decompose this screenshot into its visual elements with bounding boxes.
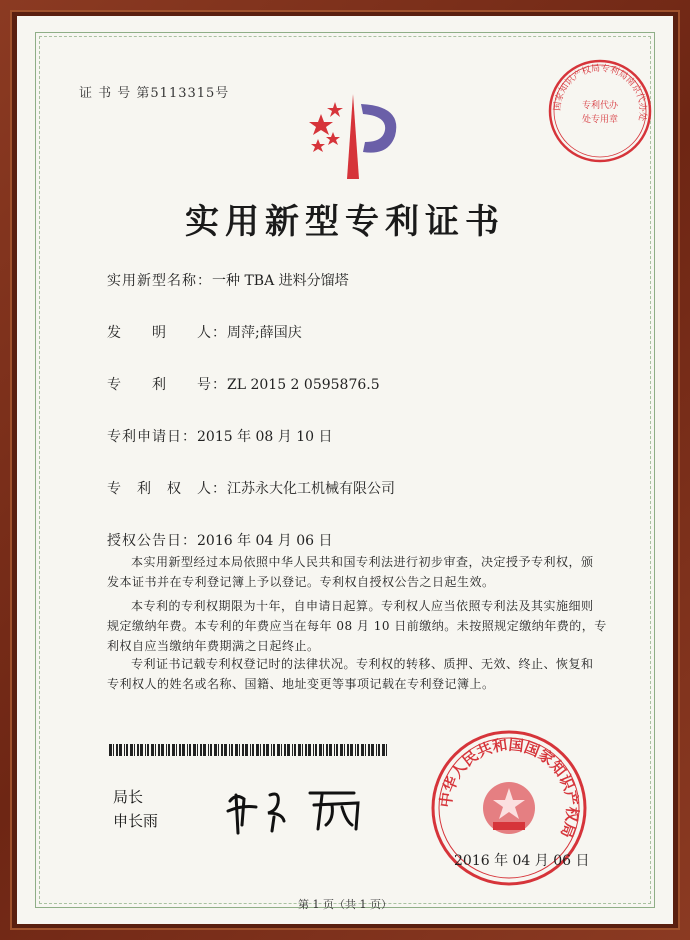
field-label: 发 明 人： xyxy=(107,325,227,341)
field-value: 2016 年 04 月 06 日 xyxy=(197,533,333,549)
paragraph-legal-status xyxy=(107,654,619,694)
barcode-bar xyxy=(277,744,280,756)
barcode-bar xyxy=(109,744,112,756)
paragraph-line: 本实用新型经过本局依照中华人民共和国专利法进行初步审查，决定授予专利权，颁 xyxy=(131,555,594,569)
field-value: 周萍;薛国庆 xyxy=(227,325,302,341)
barcode-bar xyxy=(182,744,185,756)
barcode-bar xyxy=(305,744,307,756)
paragraph-line: 专利权人的姓名或名称、国籍、地址变更等事项记载在专利登记簿上。 xyxy=(107,677,495,691)
barcode-bar xyxy=(166,744,167,756)
barcode-bar xyxy=(355,744,356,756)
barcode-bar xyxy=(315,744,317,756)
field-label: 授权公告日： xyxy=(107,533,197,549)
barcode-bar xyxy=(242,744,244,756)
barcode-bar xyxy=(368,744,370,756)
barcode-bar xyxy=(158,744,160,756)
barcode-bar xyxy=(151,744,154,756)
barcode-bar xyxy=(140,744,143,756)
barcode-bar xyxy=(245,744,248,756)
barcode-bar xyxy=(176,744,177,756)
certificate-paper xyxy=(17,16,673,924)
director-signature xyxy=(222,781,372,836)
barcode-bar xyxy=(347,744,349,756)
barcode-bar xyxy=(350,744,353,756)
barcode-bar xyxy=(187,744,188,756)
barcode-bar xyxy=(256,744,259,756)
field-label: 实用新型名称： xyxy=(107,273,212,289)
page-number: 第 1 页（共 1 页） xyxy=(298,898,392,911)
barcode-bar xyxy=(340,744,343,756)
barcode-bar xyxy=(155,744,156,756)
field-utility-model-name xyxy=(107,270,349,290)
barcode-bar xyxy=(252,744,254,756)
paragraph-line: 规定缴纳年费。本专利的年费应当在每年 08 月 10 日前缴纳。未按照规定缴纳年费的，专 xyxy=(107,619,607,633)
barcode-bar xyxy=(197,744,198,756)
barcode-bar xyxy=(329,744,332,756)
barcode-bar xyxy=(323,744,324,756)
barcode-bar xyxy=(189,744,191,756)
barcode-bar xyxy=(214,744,217,756)
barcode-bar xyxy=(168,744,170,756)
paragraph-term-statement xyxy=(107,596,619,656)
barcode-bar xyxy=(229,744,230,756)
field-inventor xyxy=(107,322,302,342)
seal-top-inner-line1: 专利代办 xyxy=(581,101,619,111)
barcode-bar xyxy=(266,744,269,756)
barcode-bar xyxy=(308,744,311,756)
paragraph-line: 专利证书记载专利权登记时的法律状况。专利权的转移、质押、无效、终止、恢复和 xyxy=(131,657,594,671)
field-value: 2015 年 08 月 10 日 xyxy=(197,429,333,445)
agency-seal-icon xyxy=(545,56,655,166)
barcode-bar xyxy=(235,744,238,756)
barcode-bar xyxy=(172,744,175,756)
paragraph-grant-statement xyxy=(107,552,619,592)
barcode-bar xyxy=(231,744,233,756)
barcode-bar xyxy=(319,744,322,756)
barcode-bar xyxy=(203,744,206,756)
field-grant-date xyxy=(107,530,333,550)
barcode-bar xyxy=(292,744,293,756)
barcode-bar xyxy=(357,744,359,756)
barcode-bar xyxy=(147,744,149,756)
paragraph-line: 发本证书并在专利登记簿上予以登记。专利权自授权公告之日起生效。 xyxy=(107,575,495,589)
seal-top-inner-line2: 处专用章 xyxy=(581,115,619,125)
director-name: 申长雨 xyxy=(113,812,159,830)
barcode-bar xyxy=(145,744,146,756)
certificate-number: 证 书 号 第5113315号 xyxy=(79,86,230,101)
barcode-bar xyxy=(161,744,164,756)
field-patent-number xyxy=(107,374,380,394)
barcode-bar xyxy=(134,744,135,756)
barcode-bar xyxy=(313,744,314,756)
barcode-bar xyxy=(126,744,128,756)
field-value: 一种 TBA 进料分馏塔 xyxy=(212,273,349,289)
barcode-bar xyxy=(344,744,345,756)
paragraph-line: 利权自应当缴纳年费期满之日起终止。 xyxy=(107,639,320,653)
page-title: 实用新型专利证书 xyxy=(185,202,505,242)
barcode-bar xyxy=(326,744,328,756)
barcode-bar xyxy=(250,744,251,756)
barcode-bar xyxy=(284,744,286,756)
field-label: 专利申请日： xyxy=(107,429,197,445)
director-title: 局长 xyxy=(113,788,144,806)
barcode-bar xyxy=(119,744,122,756)
barcode-bar xyxy=(260,744,261,756)
field-patentee xyxy=(107,478,395,498)
barcode-bar xyxy=(382,744,385,756)
barcode xyxy=(109,744,389,756)
barcode-bar xyxy=(221,744,223,756)
barcode-bar xyxy=(210,744,212,756)
svg-text:国家知识产权局专利局南京代办处 xyxy=(552,62,650,122)
barcode-bar xyxy=(302,744,303,756)
field-label: 专 利 号： xyxy=(107,377,227,393)
barcode-bar xyxy=(263,744,265,756)
barcode-bar xyxy=(281,744,282,756)
barcode-bar xyxy=(336,744,338,756)
barcode-bar xyxy=(208,744,209,756)
barcode-bar xyxy=(116,744,118,756)
barcode-bar xyxy=(371,744,374,756)
barcode-bar xyxy=(271,744,272,756)
barcode-bar xyxy=(273,744,275,756)
barcode-bar xyxy=(224,744,227,756)
barcode-bar xyxy=(193,744,196,756)
seal-top-ring-text: 国家知识产权局专利局南京代办处 xyxy=(552,63,648,122)
barcode-bar xyxy=(334,744,335,756)
barcode-bar xyxy=(298,744,301,756)
cnipa-logo-icon xyxy=(303,84,413,184)
barcode-bar xyxy=(294,744,296,756)
field-value: ZL 2015 2 0595876.5 xyxy=(227,377,380,393)
barcode-bar xyxy=(137,744,139,756)
field-label: 专 利 权 人： xyxy=(107,481,227,497)
barcode-bar xyxy=(113,744,114,756)
barcode-bar xyxy=(378,744,380,756)
barcode-bar xyxy=(365,744,366,756)
barcode-bar xyxy=(239,744,240,756)
barcode-bar xyxy=(130,744,133,756)
barcode-bar xyxy=(218,744,219,756)
barcode-bar xyxy=(124,744,125,756)
barcode-bar xyxy=(287,744,290,756)
sign-date: 2016 年 04 月 06 日 xyxy=(454,853,590,869)
barcode-bar xyxy=(179,744,181,756)
field-value: 江苏永大化工机械有限公司 xyxy=(227,481,395,497)
barcode-bar xyxy=(376,744,377,756)
field-application-date xyxy=(107,426,333,446)
barcode-bar xyxy=(361,744,364,756)
barcode-bar xyxy=(386,744,387,756)
barcode-bar xyxy=(200,744,202,756)
seal-big-ring-text: 中华人民共和国国家知识产权局 xyxy=(436,735,582,841)
paragraph-line: 本专利的专利权期限为十年，自申请日起算。专利权人应当依照专利法及其实施细则 xyxy=(131,599,594,613)
